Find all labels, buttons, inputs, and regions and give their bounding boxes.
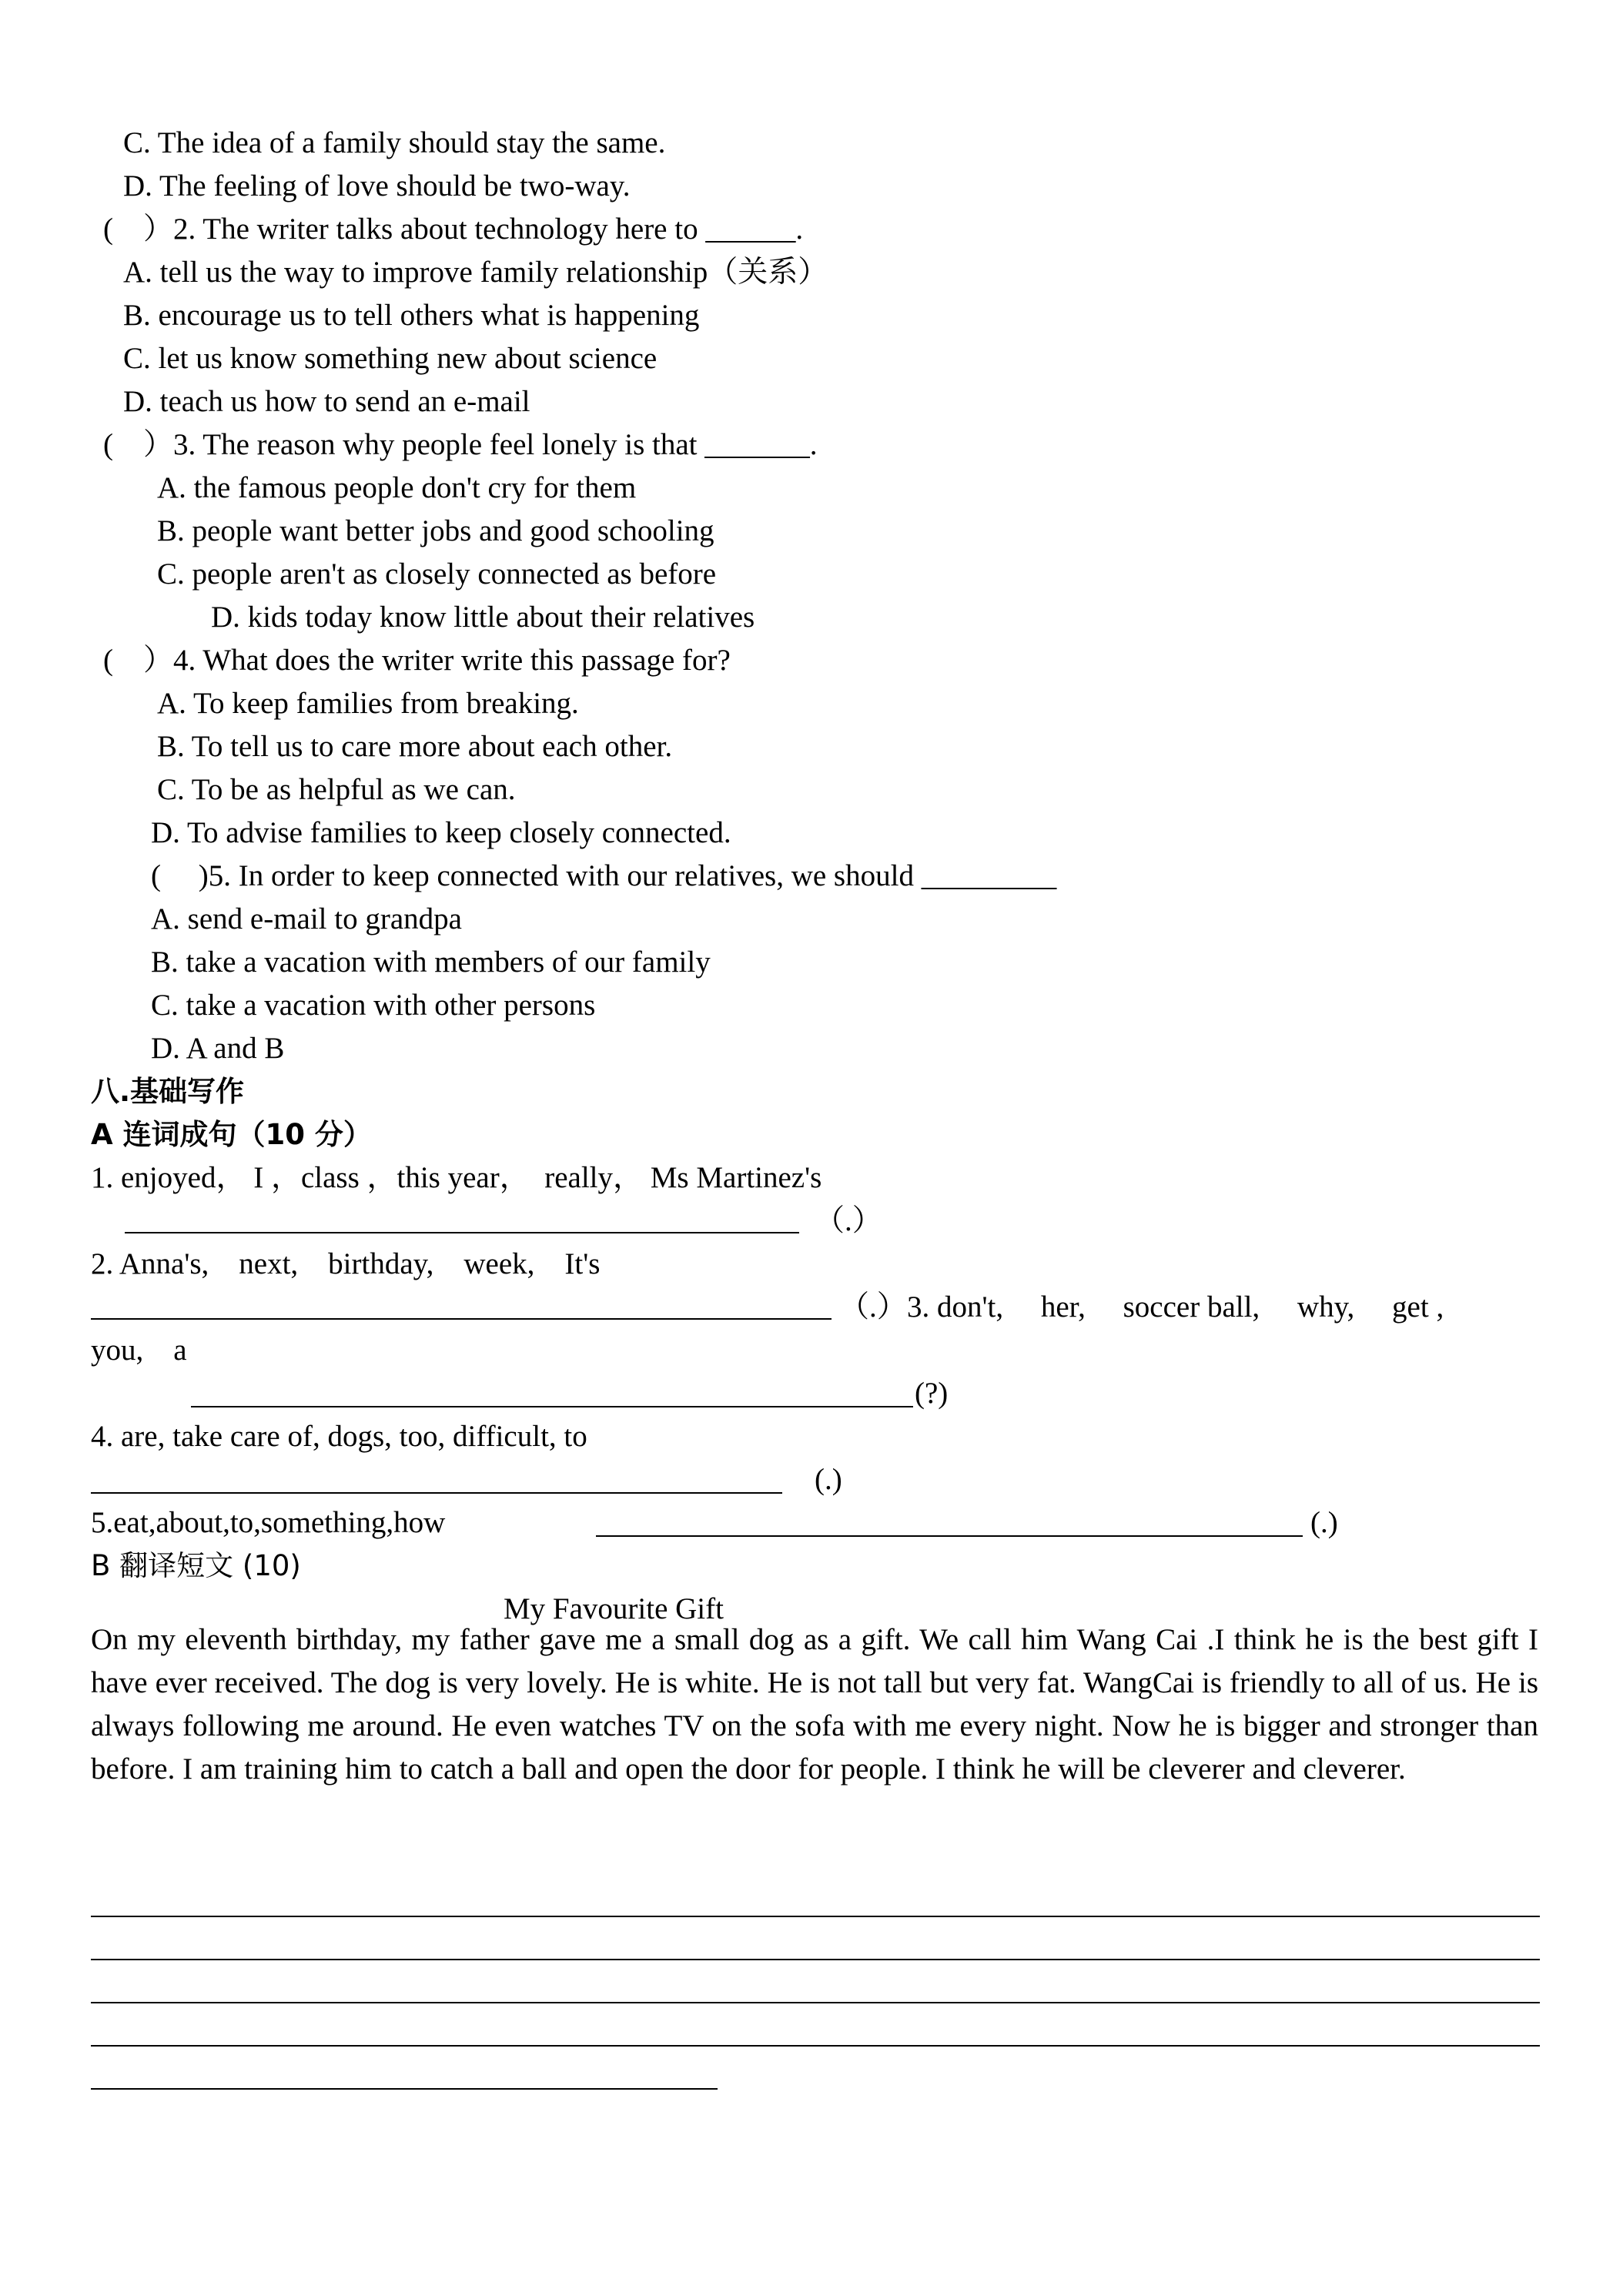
q5-stem: ( )5. In order to keep connected with our relatives, we should _________ <box>151 859 1057 892</box>
q4-stem: ( ）4. What does the writer write this passage for? <box>103 644 731 677</box>
q2-option-d: D. teach us how to send an e-mail <box>123 385 530 418</box>
sentence-4-answer-line[interactable] <box>91 1492 782 1494</box>
sentence-3-words: 3. don't, her, soccer ball, why, get , <box>907 1290 1444 1324</box>
q5-option-b: B. take a vacation with members of our family <box>151 946 711 979</box>
q4-option-d: D. To advise families to keep closely connected. <box>151 816 731 849</box>
sentence-3-words-cont: you, a <box>91 1334 187 1367</box>
sentence-1-punctuation: （.） <box>815 1204 882 1237</box>
translation-line-5[interactable] <box>91 2088 718 2090</box>
q4-option-b: B. To tell us to care more about each other. <box>157 730 673 763</box>
q3-option-b: B. people want better jobs and good schooling <box>157 514 714 547</box>
sentence-2-words: 2. Anna's, next, birthday, week, It's <box>91 1247 601 1280</box>
sentence-5-answer-line[interactable] <box>596 1535 1303 1537</box>
q2-option-b: B. encourage us to tell others what is happening <box>123 299 700 332</box>
q5-option-c: C. take a vacation with other persons <box>151 989 596 1022</box>
q4-option-a: A. To keep families from breaking. <box>157 687 579 720</box>
passage-text: On my eleventh birthday, my father gave me a small dog as a gift. We call him Wang Cai .I think he is the best gift I have ever received. The dog is very lovely. He is white. He is not tall but very fat. WangCai is friendly to all of us. He is always following me around. He even watches TV on the sofa with me every night. Now he is bigger and stronger than before. I am training him to catch a ball and open the door for people. I think he will be cleverer and cleverer. <box>91 1623 1538 1786</box>
q3-option-c: C. people aren't as closely connected as before <box>157 557 717 591</box>
sentence-4-words: 4. are, take care of, dogs, too, difficult, to <box>91 1420 587 1453</box>
sentence-3-answer-line[interactable] <box>191 1406 913 1407</box>
q1-option-d: D. The feeling of love should be two-way. <box>123 169 631 202</box>
sentence-4-punctuation: (.) <box>815 1463 842 1496</box>
q2-option-a: A. tell us the way to improve family relationship（关系） <box>123 256 828 289</box>
translation-line-4[interactable] <box>91 2045 1540 2047</box>
sentence-1-answer-line[interactable] <box>125 1232 799 1233</box>
q1-option-c: C. The idea of a family should stay the same. <box>123 126 666 159</box>
q2-stem: ( ）2. The writer talks about technology here to ______. <box>103 213 804 246</box>
part-a-heading: A 连词成句（10 分） <box>91 1118 372 1151</box>
section-heading: 八.基础写作 <box>91 1075 245 1108</box>
sentence-1-words: 1. enjoyed， I ，class ，this year， really， Ms Martinez's <box>91 1161 822 1194</box>
q3-stem: ( ）3. The reason why people feel lonely is that _______. <box>103 428 818 461</box>
q5-option-a: A. send e-mail to grandpa <box>151 902 462 935</box>
passage-title: My Favourite Gift <box>504 1592 724 1625</box>
sentence-5-punctuation: (.) <box>1310 1506 1338 1539</box>
q4-option-c: C. To be as helpful as we can. <box>157 773 516 806</box>
q3-option-d: D. kids today know little about their relatives <box>211 601 755 634</box>
translation-line-1[interactable] <box>91 1916 1540 1917</box>
q3-option-a: A. the famous people don't cry for them <box>157 471 637 504</box>
q2-option-c: C. let us know something new about science <box>123 342 658 375</box>
sentence-5-words: 5.eat,about,to,something,how <box>91 1506 446 1539</box>
sentence-3-punctuation: (?) <box>915 1377 949 1410</box>
sentence-2-answer-line[interactable] <box>91 1318 832 1320</box>
translation-line-3[interactable] <box>91 2002 1540 2003</box>
translation-line-2[interactable] <box>91 1959 1540 1960</box>
sentence-2-punctuation: （.） <box>839 1290 907 1324</box>
part-b-heading: B 翻译短文 (10) <box>91 1549 301 1582</box>
q5-option-d: D. A and B <box>151 1032 285 1065</box>
